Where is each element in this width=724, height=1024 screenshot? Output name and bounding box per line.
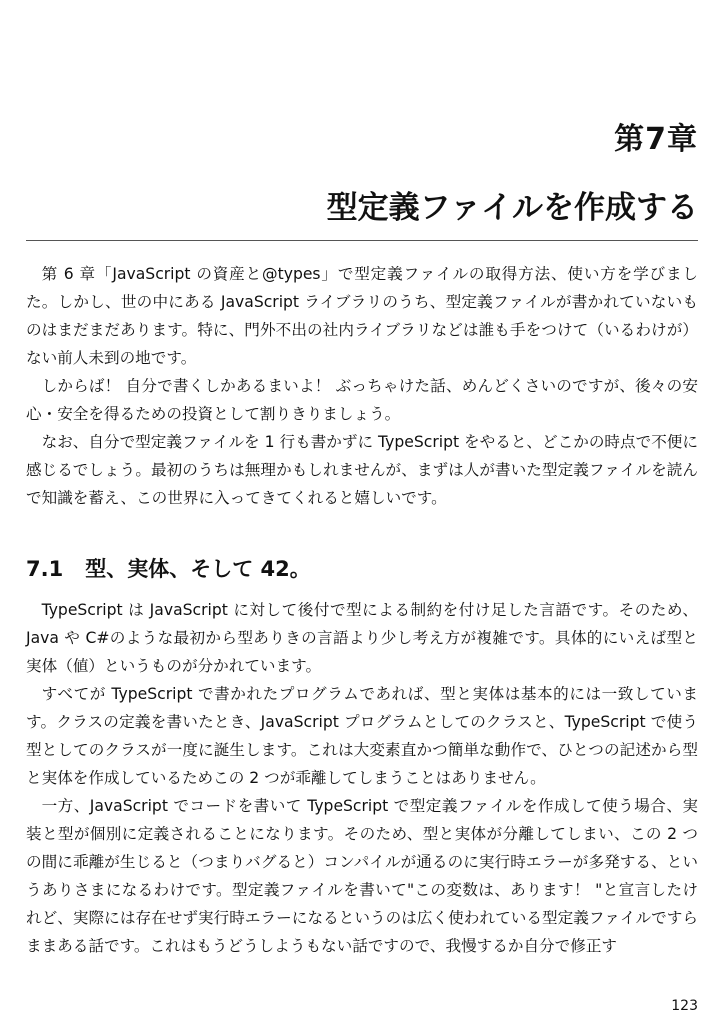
intro-text: [26, 260, 698, 512]
section-heading: [26, 553, 311, 585]
section-paragraph: TypeScript は JavaScript に対して後付で型による制約を付け足した言語です。そのため、Java や C#のような最初から型ありきの言語より少し考え方が複雑です。具体的にいえば型と実体（値）というものが分かれています。: [26, 601, 698, 675]
page-number: 123: [671, 998, 698, 1014]
section-number: 7.1: [26, 557, 64, 581]
section-text: [26, 596, 698, 960]
intro-paragraph: 第 6 章「JavaScript の資産と@types」で型定義ファイルの取得方法、使い方を学びました。しかし、世の中にある JavaScript ライブラリのうち、型定義ファイルが書かれていないものはまだまだあります。特に、門外不出の社内ライブラリなどは誰も手をつけて（いるわけが）ない前人未到の地です。: [26, 265, 698, 367]
section-paragraph: すべてが TypeScript で書かれたプログラムであれば、型と実体は基本的には一致しています。クラスの定義を書いたとき、JavaScript プログラムとしてのクラスと、TypeScript で使う型としてのクラスが一度に誕生します。これは大変素直かつ簡単な動作で、ひとつの記述から型と実体を作成しているためこの 2 つが乖離してしまうことはありません。: [26, 685, 698, 787]
section-paragraph: 一方、JavaScript でコードを書いて TypeScript で型定義ファイルを作成して使う場合、実装と型が個別に定義されることになります。そのため、型と実体が分離してしまい、この 2 つの間に乖離が生じると（つまりバグると）コンパイルが通るのに実行時エラーが多発する、というありさまになるわけです。型定義ファイルを書いて"この変数は、あります！ "と宣言したけれど、実際には存在せず実行時エラーになるというのは広く使われている型定義ファイルですらままある話です。これはもうどうしようもない話ですので、我慢するか自分で修正す: [26, 797, 698, 955]
chapter-number: 第7章: [614, 122, 698, 157]
intro-paragraph: しからば！ 自分で書くしかあるまいよ！ ぶっちゃけた話、めんどくさいのですが、後々の安心・安全を得るための投資として割りきりましょう。: [26, 377, 698, 423]
section-title: 型、実体、そして 42。: [85, 557, 311, 581]
intro-paragraph: なお、自分で型定義ファイルを 1 行も書かずに TypeScript をやると、どこかの時点で不便に感じるでしょう。最初のうちは無理かもしれませんが、まずは人が書いた型定義ファイルを読んで知識を蓄え、この世界に入ってきてくれると嬉しいです。: [26, 433, 698, 507]
chapter-header: [26, 118, 698, 241]
chapter-title: 型定義ファイルを作成する: [326, 190, 698, 226]
